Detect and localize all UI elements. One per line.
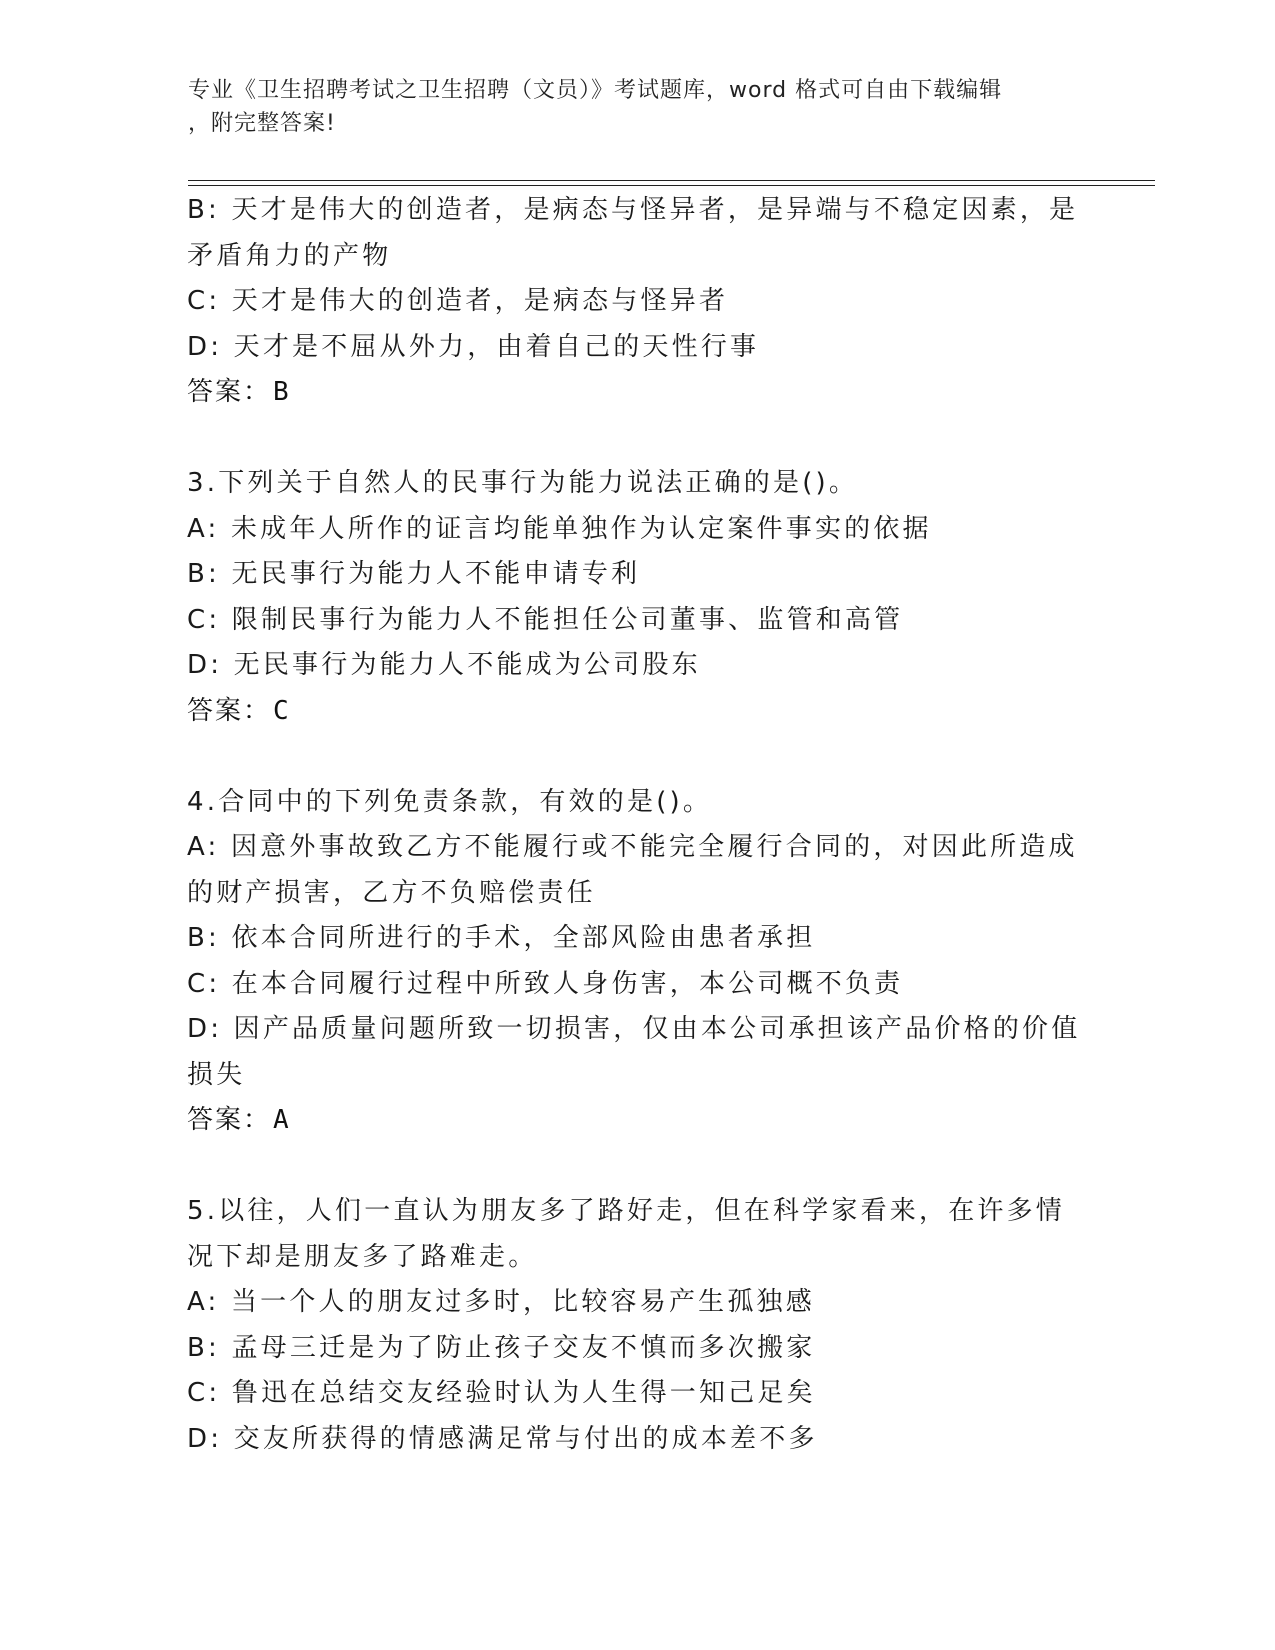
q4-answer bbox=[187, 1098, 1087, 1144]
question-5 bbox=[187, 1189, 1087, 1462]
q3-answer bbox=[187, 689, 1087, 735]
q2-option-c: C: 天才是伟大的创造者，是病态与怪异者 bbox=[187, 286, 729, 316]
q2-option-d: D: 天才是不屈从外力，由着自己的天性行事 bbox=[187, 331, 760, 362]
q5-option-c: C: 鲁迅在总结交友经验时认为人生得一知己足矣 bbox=[187, 1378, 816, 1408]
q2-option-b-line-2: 矛盾角力的产物 bbox=[187, 240, 392, 271]
q4-stem: 4.合同中的下列免责条款，有效的是()。 bbox=[187, 786, 713, 817]
q5-option-d: D: 交友所获得的情感满足常与付出的成本差不多 bbox=[187, 1423, 818, 1454]
header-line-1: 专业《卫生招聘考试之卫生招聘（文员）》考试题库，word 格式可自由下载编辑 bbox=[188, 78, 1003, 103]
spacer bbox=[187, 416, 1087, 462]
document-header bbox=[188, 74, 1088, 140]
q2-answer bbox=[187, 370, 1087, 416]
header-line-2: ，附完整答案! bbox=[188, 111, 336, 136]
q3-option-b: B: 无民事行为能力人不能申请专利 bbox=[187, 559, 641, 589]
question-body bbox=[187, 188, 1087, 1462]
header-divider-top bbox=[188, 180, 1155, 181]
q4-answer-label: 答案： bbox=[187, 1105, 272, 1135]
q4-option-d-line-2: 损失 bbox=[187, 1059, 246, 1090]
q5-stem-line-2: 况下却是朋友多了路难走。 bbox=[187, 1241, 538, 1272]
q4-option-a-line-1: A: 因意外事故致乙方不能履行或不能完全履行合同的，对因此所造成 bbox=[187, 832, 1078, 862]
q5-option-b: B: 孟母三迁是为了防止孩子交友不慎而多次搬家 bbox=[187, 1332, 816, 1363]
q4-option-d-line-1: D: 因产品质量问题所致一切损害，仅由本公司承担该产品价格的价值 bbox=[187, 1014, 1081, 1044]
spacer bbox=[187, 1144, 1087, 1190]
question-3 bbox=[187, 461, 1087, 734]
question-4 bbox=[187, 780, 1087, 1144]
question-2 bbox=[187, 188, 1087, 416]
header-divider-bottom bbox=[188, 185, 1155, 186]
q5-option-a: A: 当一个人的朋友过多时，比较容易产生孤独感 bbox=[187, 1287, 815, 1317]
q4-option-c: C: 在本合同履行过程中所致人身伤害，本公司概不负责 bbox=[187, 968, 904, 999]
q5-stem-line-1: 5.以往，人们一直认为朋友多了路好走，但在科学家看来，在许多情 bbox=[187, 1196, 1066, 1226]
q3-option-c: C: 限制民事行为能力人不能担任公司董事、监管和高管 bbox=[187, 604, 904, 635]
spacer bbox=[187, 734, 1087, 780]
q2-answer-value: B bbox=[273, 377, 291, 407]
q3-option-d: D: 无民事行为能力人不能成为公司股东 bbox=[187, 650, 701, 680]
q4-answer-value: A bbox=[273, 1105, 291, 1135]
q2-answer-label: 答案： bbox=[187, 377, 272, 407]
q2-option-b-line-1: B: 天才是伟大的创造者，是病态与怪异者，是异端与不稳定因素，是 bbox=[187, 195, 1079, 225]
q3-answer-label: 答案： bbox=[187, 695, 272, 726]
q3-stem: 3.下列关于自然人的民事行为能力说法正确的是()。 bbox=[187, 468, 859, 498]
q3-option-a: A: 未成年人所作的证言均能单独作为认定案件事实的依据 bbox=[187, 513, 932, 544]
q4-option-a-line-2: 的财产损害，乙方不负赔偿责任 bbox=[187, 877, 596, 908]
q4-option-b: B: 依本合同所进行的手术，全部风险由患者承担 bbox=[187, 923, 816, 953]
q3-answer-value: C bbox=[273, 695, 291, 726]
